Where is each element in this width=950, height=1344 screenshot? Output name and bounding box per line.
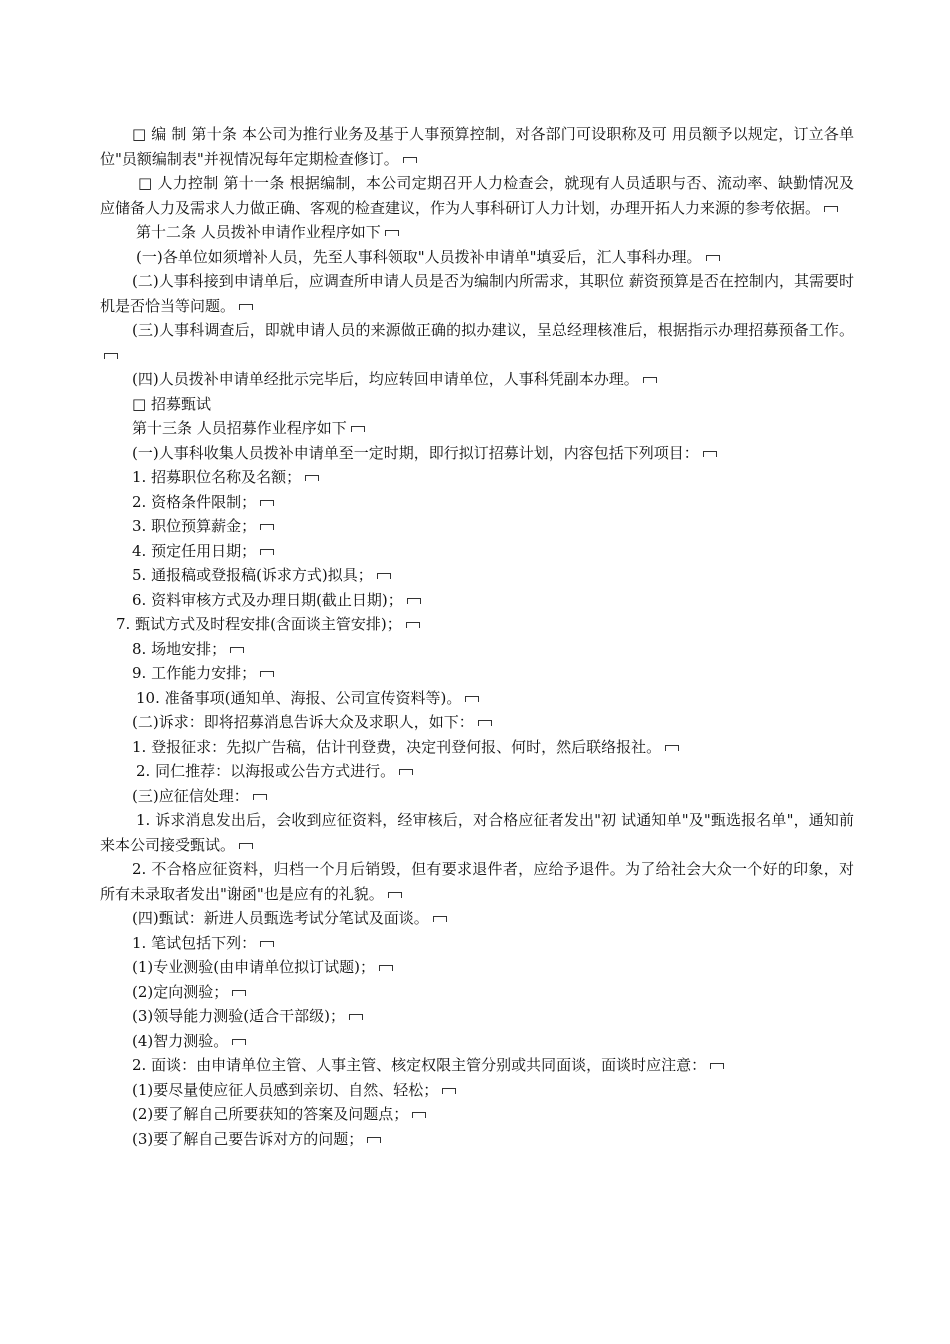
- paragraph-text: (3)领导能力测验(适合干部级)；: [132, 1007, 345, 1025]
- paragraph-text: 3. 职位预算薪金；: [132, 517, 257, 535]
- paragraph: [100, 661, 854, 686]
- paragraph: [100, 1127, 854, 1152]
- paragraph: [100, 220, 854, 245]
- paragraph-mark-icon: [706, 255, 720, 261]
- paragraph-text: 第十二条 人员拨补申请作业程序如下: [136, 223, 381, 241]
- paragraph-text: (2)定向测验；: [132, 982, 229, 1001]
- paragraph-mark-icon: [349, 1014, 363, 1020]
- document-body: [100, 122, 854, 1151]
- paragraph-text: 9. 工作能力安排；: [132, 664, 257, 682]
- paragraph-mark-icon: [478, 720, 492, 726]
- paragraph-text: 1. 登报征求：先拟广告稿，估计刊登费，决定刊登何报、何时，然后联络报社。: [132, 737, 662, 756]
- paragraph-mark-icon: [388, 892, 402, 898]
- paragraph-text: 8. 场地安排；: [132, 639, 227, 658]
- paragraph: [100, 686, 854, 711]
- paragraph-mark-icon: [665, 745, 679, 751]
- paragraph-mark-icon: [367, 1137, 381, 1143]
- paragraph-text: (1)专业测验(由申请单位拟订试题)；: [132, 958, 375, 976]
- paragraph: [100, 367, 854, 392]
- paragraph: [100, 539, 854, 564]
- paragraph-text: 6. 资料审核方式及办理日期(截止日期)；: [132, 590, 403, 609]
- paragraph-text: (二)诉求：即将招募消息告诉大众及求职人，如下：: [132, 713, 474, 731]
- paragraph: [100, 392, 854, 417]
- paragraph: [100, 710, 854, 735]
- paragraph-mark-icon: [260, 549, 274, 555]
- paragraph: [100, 906, 854, 931]
- paragraph: [100, 588, 854, 613]
- paragraph-text: 1. 诉求消息发出后，会收到应征资料，经审核后，对合格应征者发出"初 试通知单"及"甄选报名单"，通知前来本公司接受甄试。: [100, 811, 854, 854]
- paragraph-mark-icon: [379, 965, 393, 971]
- paragraph: [100, 441, 854, 466]
- paragraph: [100, 808, 854, 857]
- paragraph: [100, 980, 854, 1005]
- paragraph-text: 10. 准备事项(通知单、海报、公司宣传资料等)。: [136, 688, 462, 707]
- paragraph-mark-icon: [399, 769, 413, 775]
- paragraph-text: 第十三条 人员招募作业程序如下: [132, 419, 347, 437]
- paragraph: [100, 735, 854, 760]
- paragraph-text: (三)人事科调查后，即就申请人员的来源做正确的拟办建议，呈总经理核准后，根据指示办理招募预备工作。: [132, 321, 854, 339]
- paragraph-mark-icon: [351, 426, 365, 432]
- paragraph: [100, 955, 854, 980]
- paragraph-text: 2. 同仁推荐：以海报或公告方式进行。: [136, 762, 396, 780]
- paragraph-text: (2)要了解自己所要获知的答案及问题点；: [132, 1105, 409, 1123]
- paragraph: [100, 759, 854, 784]
- paragraph: [100, 490, 854, 515]
- paragraph-text: 1. 招募职位名称及名额；: [132, 468, 302, 486]
- paragraph-text: □ 招募甄试: [132, 394, 211, 413]
- paragraph-text: (一)各单位如须增补人员，先至人事科领取"人员拨补申请单"填妥后，汇人事科办理。: [136, 247, 702, 266]
- paragraph-text: □ 编 制 第十条 本公司为推行业务及基于人事预算控制，对各部门可设职称及可 用员额予以规定，订立各单位"员额编制表"并视情况每年定期检查修订。: [100, 125, 854, 168]
- paragraph-mark-icon: [465, 696, 479, 702]
- paragraph-text: (二)人事科接到申请单后，应调查所申请人员是否为编制内所需求，其职位 薪资预算是否在控制内，其需要时机是否恰当等问题。: [100, 272, 854, 315]
- paragraph-mark-icon: [260, 941, 274, 947]
- paragraph-mark-icon: [239, 304, 253, 310]
- paragraph-text: 4. 预定任用日期；: [132, 541, 257, 560]
- paragraph-mark-icon: [260, 671, 274, 677]
- paragraph-mark-icon: [643, 377, 657, 383]
- paragraph-mark-icon: [253, 794, 267, 800]
- paragraph: [100, 1004, 854, 1029]
- paragraph-mark-icon: [104, 353, 118, 359]
- paragraph: [100, 416, 854, 441]
- paragraph: [100, 931, 854, 956]
- paragraph-text: 2. 面谈：由申请单位主管、人事主管、核定权限主管分别或共同面谈，面谈时应注意：: [132, 1056, 707, 1074]
- paragraph-text: 7. 甄试方式及时程安排(含面谈主管安排)；: [116, 615, 402, 633]
- paragraph-mark-icon: [442, 1088, 456, 1094]
- paragraph-mark-icon: [260, 500, 274, 506]
- paragraph-mark-icon: [412, 1112, 426, 1118]
- paragraph-mark-icon: [824, 206, 838, 212]
- paragraph: [100, 318, 854, 367]
- paragraph-mark-icon: [377, 573, 391, 579]
- paragraph-mark-icon: [305, 475, 319, 481]
- paragraph: [100, 122, 854, 171]
- paragraph-text: (3)要了解自己要告诉对方的问题；: [132, 1129, 364, 1148]
- paragraph: [100, 857, 854, 906]
- paragraph-text: (4)智力测验。: [132, 1031, 229, 1050]
- paragraph: [100, 1102, 854, 1127]
- paragraph: [100, 1029, 854, 1054]
- paragraph-text: 1. 笔试包括下列：: [132, 933, 257, 952]
- paragraph-mark-icon: [230, 647, 244, 653]
- paragraph-text: (四)人员拨补申请单经批示完毕后，均应转回申请单位，人事科凭副本办理。: [132, 370, 639, 388]
- paragraph: [100, 637, 854, 662]
- paragraph: [100, 612, 854, 637]
- paragraph: [100, 514, 854, 539]
- paragraph: [100, 465, 854, 490]
- paragraph: [100, 563, 854, 588]
- paragraph-text: 2. 不合格应征资料，归档一个月后销毁，但有要求退件者，应给予退件。为了给社会大众一个好的印象，对所有未录取者发出"谢函"也是应有的礼貌。: [100, 860, 854, 903]
- paragraph: [100, 1078, 854, 1103]
- paragraph-text: (1)要尽量使应征人员感到亲切、自然、轻松；: [132, 1080, 439, 1099]
- paragraph: [100, 1053, 854, 1078]
- paragraph-mark-icon: [232, 1039, 246, 1045]
- paragraph-mark-icon: [232, 990, 246, 996]
- paragraph-mark-icon: [407, 598, 421, 604]
- paragraph-text: (三)应征信处理：: [132, 786, 249, 805]
- paragraph: [100, 784, 854, 809]
- paragraph-mark-icon: [385, 230, 399, 236]
- paragraph-mark-icon: [433, 916, 447, 922]
- paragraph: [100, 269, 854, 318]
- paragraph-mark-icon: [703, 451, 717, 457]
- paragraph-mark-icon: [403, 157, 417, 163]
- paragraph-text: (一)人事科收集人员拨补申请单至一定时期，即行拟订招募计划，内容包括下列项目：: [132, 443, 699, 462]
- paragraph: [100, 245, 854, 270]
- paragraph-text: 2. 资格条件限制；: [132, 492, 257, 511]
- paragraph-text: 5. 通报稿或登报稿(诉求方式)拟具；: [132, 566, 373, 584]
- paragraph-text: □ 人力控制 第十一条 根据编制，本公司定期召开人力检查会，就现有人员适职与否、流动率、缺勤情况及应储备人力及需求人力做正确、客观的检查建议，作为人事科研订人力计划，办理开拓人力来源的参考依据。: [100, 174, 854, 217]
- paragraph-text: (四)甄试：新进人员甄选考试分笔试及面谈。: [132, 909, 429, 927]
- paragraph-mark-icon: [239, 843, 253, 849]
- paragraph-mark-icon: [260, 524, 274, 530]
- paragraph: [100, 171, 854, 220]
- paragraph-mark-icon: [406, 622, 420, 628]
- paragraph-mark-icon: [710, 1063, 724, 1069]
